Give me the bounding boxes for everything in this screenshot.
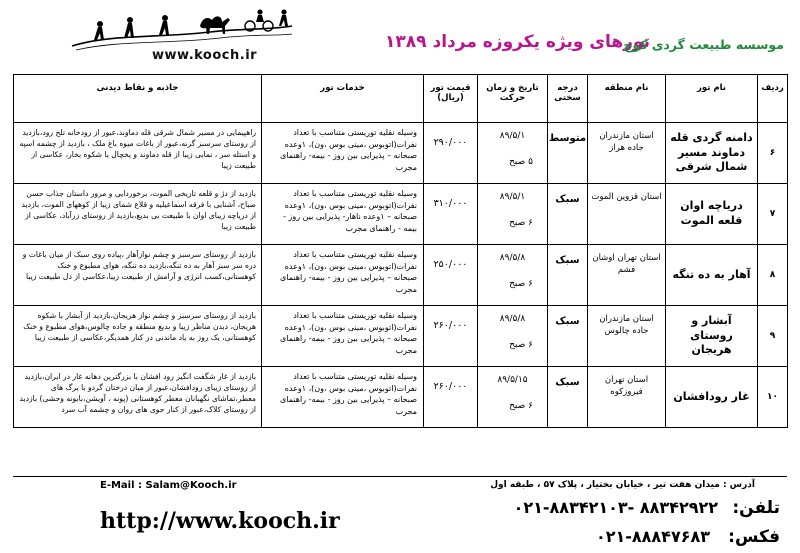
tour-attractions: بازدید از غار شگفت انگیز رود افشان با بزرگترین دهانه غار در ایران،بازدید از روستای زیبای رودافشان،عبور از میان درختان گردو با برگ های معطر،تماشای نگهبانان معطر کوهستانی (پونه ، آویشن،بابونه وحشی) بازدید از روستای کلاک،عبور از کنار جوی های روان و چشمه آب سرد bbox=[14, 367, 262, 428]
row-num: ۹ bbox=[758, 306, 788, 367]
tour-date: ۸۹/۵/۸ bbox=[499, 253, 526, 263]
page-title: تورهای ویژه یکروزه مرداد ۱۳۸۹ bbox=[385, 32, 650, 52]
footer-divider bbox=[13, 476, 787, 477]
tour-difficulty: سبک bbox=[548, 306, 588, 367]
row-num: ۶ bbox=[758, 123, 788, 184]
tour-price: ۲۵۰/۰۰۰ bbox=[424, 245, 478, 306]
tour-attractions: بازدید از دژ و قلعه تاریخی الموت، برخوردایی و مرور داستان جذاب حسن صباح، آشنایی با فرقه اسماعیلیه و قلاع شمای زیبا از کوههای الموت، بازدید از دریاچه زیبای اوان با طبیعت بی بدیع،بازدید از روستای زرآباد، عکاسی از طبیعت زیبا bbox=[14, 184, 262, 245]
tour-time: ۶ صبح bbox=[509, 340, 533, 350]
tour-difficulty: سبک bbox=[548, 245, 588, 306]
tour-attractions: راهپیمایی در مسیر شمال شرقی قله دماوند،عبور از رودخانه تلخ رود،بازدید از روستای سرسبز گزنه،عبور از باغات میوه باغ ملک ، بازدید از چشمه اسپه و استله سر ، نمایی زیبا از قله دماوند و یخچال یا شکوه بخار، عکاسی از طبیعت زیبا bbox=[14, 123, 262, 184]
tour-region: استان قزوین الموت bbox=[588, 184, 666, 245]
website-link[interactable]: http://www.kooch.ir bbox=[100, 508, 340, 534]
tour-region: استان مازندران جاده هراز bbox=[588, 123, 666, 184]
tour-services: وسیله نقلیه توریستی متناسب با تعداد نفرات(اتوبوس ،مینی بوس ،ون)، ۱وعده صبحانه – پذیرایی بین روز - بیمه- راهنمای مجرب bbox=[262, 306, 424, 367]
tour-date: ۸۹/۵/۱۵ bbox=[497, 375, 528, 385]
row-num: ۷ bbox=[758, 184, 788, 245]
row-num: ۸ bbox=[758, 245, 788, 306]
header-num: ردیف bbox=[758, 75, 788, 123]
tour-price: ۲۶۰/۰۰۰ bbox=[424, 306, 478, 367]
table-row bbox=[14, 123, 788, 184]
tour-price: ۳۱۰/۰۰۰ bbox=[424, 184, 478, 245]
tour-datetime bbox=[478, 123, 548, 184]
tour-time: ۶ صبح bbox=[509, 218, 533, 228]
tour-attractions: بازدید از روستای سرسبز و چشم نواز هریجان،بازدید از آبشار با شکوه هریجان، دیدن مناظر زیبا و بدیع منطقه و جاده چالوس،هوای مطبوع و خنک کوهستانی، یک روز به یاد ماندنی در کنار همدیگر،عکاسی از طبیعت زیبا bbox=[14, 306, 262, 367]
tour-region: استان تهران اوشان فشم bbox=[588, 245, 666, 306]
tour-time: ۶ صبح bbox=[509, 279, 533, 289]
page-header bbox=[0, 0, 800, 72]
fax-label: فکس: bbox=[728, 527, 780, 547]
table-row bbox=[14, 184, 788, 245]
tour-date: ۸۹/۵/۸ bbox=[499, 314, 526, 324]
table-row bbox=[14, 306, 788, 367]
tour-time: ۵ صبح bbox=[509, 157, 533, 167]
tour-services: وسیله نقلیه توریستی متناسب با تعداد نفرات(اتوبوس ،مینی بوس ،ون)، ۱وعده صبحانه – ۱وعده ناهار- پذیرایی بین روز - بیمه - راهنمای مجرب bbox=[262, 184, 424, 245]
tour-difficulty: سبک bbox=[548, 184, 588, 245]
tour-time: ۶ صبح bbox=[509, 401, 533, 411]
email-contact[interactable]: E-Mail : Salam@Kooch.ir bbox=[100, 480, 237, 491]
tour-date: ۸۹/۵/۱ bbox=[499, 131, 526, 141]
tour-datetime bbox=[478, 367, 548, 428]
tour-services: وسیله نقلیه توریستی متناسب با تعداد نفرات(اتوبوس ،مینی بوس ،ون)، ۱وعده صبحانه – پذیرایی بین روز - بیمه- راهنمای مجرب bbox=[262, 367, 424, 428]
table-header-row bbox=[14, 75, 788, 123]
tour-attractions: بازدید از روستای سرسبز و چشم نوازآهار ،پیاده روی سبک از میان باغات و دره سر سبز آهار به ده تنگه،بازدید ده تنگه، هوای مطبوع و خنک کوهستانی،کسب انرژی و آرامش از طبیعت زیبا،عکاسی از دل طبیعت زیبا bbox=[14, 245, 262, 306]
tour-region: استان مازندران جاده چالوس bbox=[588, 306, 666, 367]
tour-price: ۲۶۰/۰۰۰ bbox=[424, 367, 478, 428]
tour-name: آهار به ده تنگه bbox=[666, 245, 758, 306]
header-name: نام تور bbox=[666, 75, 758, 123]
organization-name: موسسه طبیعت گردی کوچ bbox=[623, 37, 784, 52]
table-row bbox=[14, 367, 788, 428]
tour-datetime bbox=[478, 245, 548, 306]
tour-price: ۲۹۰/۰۰۰ bbox=[424, 123, 478, 184]
tour-difficulty: سبک bbox=[548, 367, 588, 428]
header-region: نام منطقه bbox=[588, 75, 666, 123]
header-attractions: جاذبه و نقاط دیدنی bbox=[14, 75, 262, 123]
site-url[interactable]: www.kooch.ir bbox=[152, 48, 258, 63]
fax-number: ۰۲۱-۸۸۸۴۷۶۸۳ bbox=[595, 527, 710, 546]
tour-datetime bbox=[478, 306, 548, 367]
header-price: قیمت تور (ریال) bbox=[424, 75, 478, 123]
tour-name: غار رودافشان bbox=[666, 367, 758, 428]
header-difficulty: درجه سختی bbox=[548, 75, 588, 123]
tour-datetime bbox=[478, 184, 548, 245]
tour-region: استان تهران فیروزکوه bbox=[588, 367, 666, 428]
tour-difficulty: متوسط bbox=[548, 123, 588, 184]
tour-services: وسیله نقلیه توریستی متناسب با تعداد نفرات(اتوبوس ،مینی بوس ،ون)، ۱وعده صبحانه – پذیرایی بین روز - بیمه- راهنمای مجرب bbox=[262, 245, 424, 306]
header-datetime: تاریخ و زمان حرکت bbox=[478, 75, 548, 123]
header-services: خدمات تور bbox=[262, 75, 424, 123]
tour-date: ۸۹/۵/۱ bbox=[499, 192, 526, 202]
tour-name: دامنه گردی قله دماوند مسیر شمال شرقی bbox=[666, 123, 758, 184]
row-num: ۱۰ bbox=[758, 367, 788, 428]
tel-number: ۸۸۳۴۲۹۲۲ -۰۲۱-۸۸۳۴۲۱۰۳ bbox=[513, 498, 718, 517]
kooch-logo bbox=[70, 4, 295, 66]
tel-label: تلفن: bbox=[732, 498, 780, 518]
tour-name: آبشار و روستای هریجان bbox=[666, 306, 758, 367]
address-text: آدرس : میدان هفت تیر ، خیابان بختیار ، پلاک ۵۷ ، طبقه اول bbox=[490, 480, 755, 490]
tour-name: دریاچه اوان قلعه الموت bbox=[666, 184, 758, 245]
tour-services: وسیله نقلیه توریستی متناسب با تعداد نفرات(اتوبوس ،مینی بوس ،ون)، ۱وعده صبحانه – پذیرایی بین روز - بیمه- راهنمای مجرب bbox=[262, 123, 424, 184]
table-row bbox=[14, 245, 788, 306]
tours-table bbox=[13, 74, 788, 428]
